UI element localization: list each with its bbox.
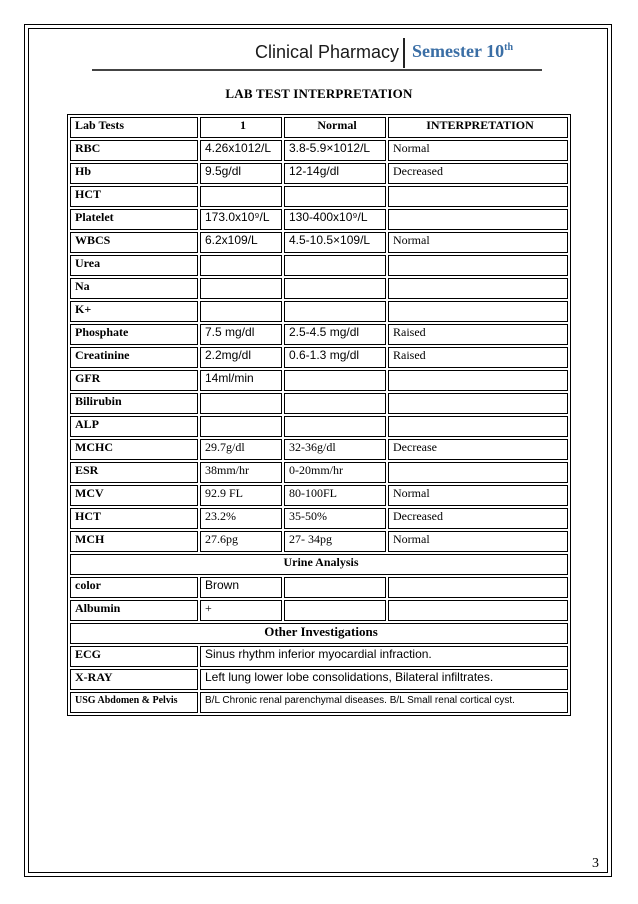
table-row	[70, 347, 568, 368]
lab-test-value: 173.0x10⁹/L	[200, 209, 282, 230]
urine-test-interpretation	[388, 600, 568, 621]
header-semester-suffix: th	[504, 42, 514, 53]
lab-test-name: MCV	[70, 485, 198, 506]
lab-test-value: 92.9 FL	[200, 485, 282, 506]
lab-test-normal-range	[284, 186, 386, 207]
lab-test-name: ESR	[70, 462, 198, 483]
lab-test-name: Hb	[70, 163, 198, 184]
header-semester	[412, 41, 513, 62]
investigation-result: Sinus rhythm inferior myocardial infraction.	[200, 646, 568, 667]
lab-test-normal-range: 80-100FL	[284, 485, 386, 506]
lab-test-name: HCT	[70, 508, 198, 529]
lab-test-name: K+	[70, 301, 198, 322]
lab-test-name: Na	[70, 278, 198, 299]
lab-test-value: 6.2x109/L	[200, 232, 282, 253]
lab-test-value: 23.2%	[200, 508, 282, 529]
table-row	[70, 393, 568, 414]
table-row	[70, 209, 568, 230]
lab-test-interpretation	[388, 370, 568, 391]
lab-test-interpretation	[388, 186, 568, 207]
table-row	[70, 439, 568, 460]
lab-test-interpretation: Normal	[388, 485, 568, 506]
lab-test-interpretation: Normal	[388, 232, 568, 253]
lab-test-interpretation: Decreased	[388, 163, 568, 184]
lab-test-table	[67, 114, 571, 716]
header-subject: Clinical Pharmacy	[254, 42, 399, 62]
table-row	[70, 278, 568, 299]
table-row	[70, 416, 568, 437]
lab-test-normal-range	[284, 393, 386, 414]
lab-test-value: 7.5 mg/dl	[200, 324, 282, 345]
lab-test-interpretation	[388, 209, 568, 230]
table-row	[70, 669, 568, 690]
urine-test-value: +	[200, 600, 282, 621]
lab-test-value: 4.26x1012/L	[200, 140, 282, 161]
lab-test-interpretation	[388, 255, 568, 276]
urine-test-normal-range	[284, 577, 386, 598]
lab-test-interpretation: Raised	[388, 347, 568, 368]
lab-test-value: 9.5g/dl	[200, 163, 282, 184]
lab-test-normal-range: 130-400x10⁹/L	[284, 209, 386, 230]
table-row	[70, 508, 568, 529]
table-row	[70, 646, 568, 667]
lab-test-name: WBCS	[70, 232, 198, 253]
lab-test-normal-range	[284, 255, 386, 276]
section-heading-urine-analysis: Urine Analysis	[70, 554, 568, 575]
lab-test-interpretation: Decrease	[388, 439, 568, 460]
lab-test-value	[200, 186, 282, 207]
lab-test-normal-range: 0.6-1.3 mg/dl	[284, 347, 386, 368]
lab-test-normal-range: 27- 34pg	[284, 531, 386, 552]
lab-test-name: MCHC	[70, 439, 198, 460]
lab-test-name: Creatinine	[70, 347, 198, 368]
lab-test-normal-range: 3.8-5.9×1012/L	[284, 140, 386, 161]
lab-test-normal-range: 4.5-10.5×109/L	[284, 232, 386, 253]
table-row	[70, 324, 568, 345]
table-row	[70, 531, 568, 552]
lab-test-normal-range	[284, 301, 386, 322]
table-row	[70, 163, 568, 184]
lab-test-normal-range: 12-14g/dl	[284, 163, 386, 184]
table-row	[70, 692, 568, 713]
investigation-name: ECG	[70, 646, 198, 667]
lab-test-interpretation: Normal	[388, 531, 568, 552]
section-row-urine	[70, 554, 568, 575]
investigation-name: USG Abdomen & Pelvis	[70, 692, 198, 713]
lab-test-name: Platelet	[70, 209, 198, 230]
urine-test-normal-range	[284, 600, 386, 621]
header-rule	[92, 69, 542, 71]
lab-test-name: Phosphate	[70, 324, 198, 345]
urine-test-name: color	[70, 577, 198, 598]
section-heading-other-investigations: Other Investigations	[70, 623, 568, 644]
lab-test-interpretation	[388, 462, 568, 483]
header-divider	[403, 38, 405, 68]
lab-test-value	[200, 301, 282, 322]
lab-test-interpretation	[388, 393, 568, 414]
lab-test-normal-range	[284, 370, 386, 391]
lab-test-normal-range: 0-20mm/hr	[284, 462, 386, 483]
lab-test-name: Urea	[70, 255, 198, 276]
lab-test-name: RBC	[70, 140, 198, 161]
lab-test-value: 27.6pg	[200, 531, 282, 552]
lab-test-interpretation	[388, 278, 568, 299]
lab-test-value	[200, 278, 282, 299]
table-row	[70, 186, 568, 207]
lab-test-interpretation: Normal	[388, 140, 568, 161]
investigation-name: X-RAY	[70, 669, 198, 690]
lab-test-name: ALP	[70, 416, 198, 437]
lab-test-normal-range	[284, 278, 386, 299]
urine-test-interpretation	[388, 577, 568, 598]
page-header	[0, 36, 638, 72]
column-header-result: 1	[200, 117, 282, 138]
table-row	[70, 462, 568, 483]
lab-test-normal-range	[284, 416, 386, 437]
table-row	[70, 255, 568, 276]
lab-test-value: 2.2mg/dl	[200, 347, 282, 368]
column-header-interpretation: INTERPRETATION	[388, 117, 568, 138]
lab-test-value	[200, 416, 282, 437]
document-title: LAB TEST INTERPRETATION	[225, 86, 413, 101]
lab-test-name: MCH	[70, 531, 198, 552]
lab-test-value	[200, 255, 282, 276]
table-row	[70, 140, 568, 161]
table-row	[70, 485, 568, 506]
table-row	[70, 600, 568, 621]
header-semester-text: Semester 10	[412, 41, 505, 61]
lab-test-name: HCT	[70, 186, 198, 207]
lab-test-value: 14ml/min	[200, 370, 282, 391]
table-row	[70, 301, 568, 322]
lab-test-normal-range: 35-50%	[284, 508, 386, 529]
investigation-result: Left lung lower lobe consolidations, Bilateral infiltrates.	[200, 669, 568, 690]
lab-test-interpretation: Raised	[388, 324, 568, 345]
lab-test-value	[200, 393, 282, 414]
lab-test-interpretation	[388, 416, 568, 437]
table-header-row	[70, 117, 568, 138]
lab-test-value: 29.7g/dl	[200, 439, 282, 460]
table-row	[70, 232, 568, 253]
lab-test-value: 38mm/hr	[200, 462, 282, 483]
table-row	[70, 577, 568, 598]
page-number: 3	[592, 856, 599, 871]
lab-test-interpretation	[388, 301, 568, 322]
lab-test-normal-range: 2.5-4.5 mg/dl	[284, 324, 386, 345]
lab-test-normal-range: 32-36g/dl	[284, 439, 386, 460]
table-row	[70, 370, 568, 391]
urine-test-value: Brown	[200, 577, 282, 598]
lab-test-name: GFR	[70, 370, 198, 391]
urine-test-name: Albumin	[70, 600, 198, 621]
section-row-other	[70, 623, 568, 644]
investigation-result: B/L Chronic renal parenchymal diseases. B/L Small renal cortical cyst.	[200, 692, 568, 713]
column-header-lab-tests: Lab Tests	[70, 117, 198, 138]
lab-test-name: Bilirubin	[70, 393, 198, 414]
column-header-normal: Normal	[284, 117, 386, 138]
lab-test-interpretation: Decreased	[388, 508, 568, 529]
